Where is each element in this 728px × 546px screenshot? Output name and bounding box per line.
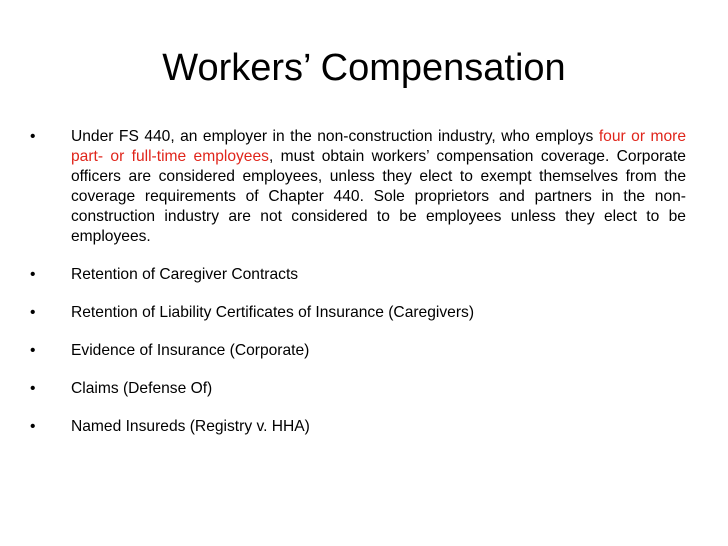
bullet-dot: • xyxy=(30,380,36,397)
bullet-text: Evidence of Insurance (Corporate) xyxy=(71,342,310,359)
slide-title: Workers’ Compensation xyxy=(162,47,566,89)
bullet-dot: • xyxy=(30,266,36,283)
bullet-dot: • xyxy=(30,128,36,145)
bullet-dot: • xyxy=(30,418,36,435)
bullet-text: Named Insureds (Registry v. HHA) xyxy=(71,418,310,435)
bullet-dot: • xyxy=(30,304,36,321)
bullet-dot: • xyxy=(30,342,36,359)
bullet-list xyxy=(30,127,686,437)
bullet-text: Retention of Liability Certificates of Insurance (Caregivers) xyxy=(71,304,475,321)
bullet-item xyxy=(30,341,686,361)
bullet-text: Retention of Caregiver Contracts xyxy=(71,266,299,283)
bullet-item xyxy=(30,303,686,323)
bullet-item xyxy=(30,265,686,285)
bullet-text: Claims (Defense Of) xyxy=(71,380,213,397)
bullet-item xyxy=(30,127,686,247)
bullet-text-part1: Under FS 440, an employer in the non-construction industry, who employs xyxy=(71,128,599,145)
bullet-item xyxy=(30,417,686,437)
bullet-paragraph xyxy=(71,127,686,247)
highlighted-text: four or more part- or full-time employees xyxy=(71,128,686,165)
bullet-text-part2: , must obtain workers’ compensation coverage. Corporate officers are considered employees, unless they elect to exempt themselves from the coverage requirements of Chapter 440. Sole proprietors and partners in the non-construction industry are not considered to be employees unless they elect to be employees. xyxy=(71,148,686,245)
bullet-item xyxy=(30,379,686,399)
